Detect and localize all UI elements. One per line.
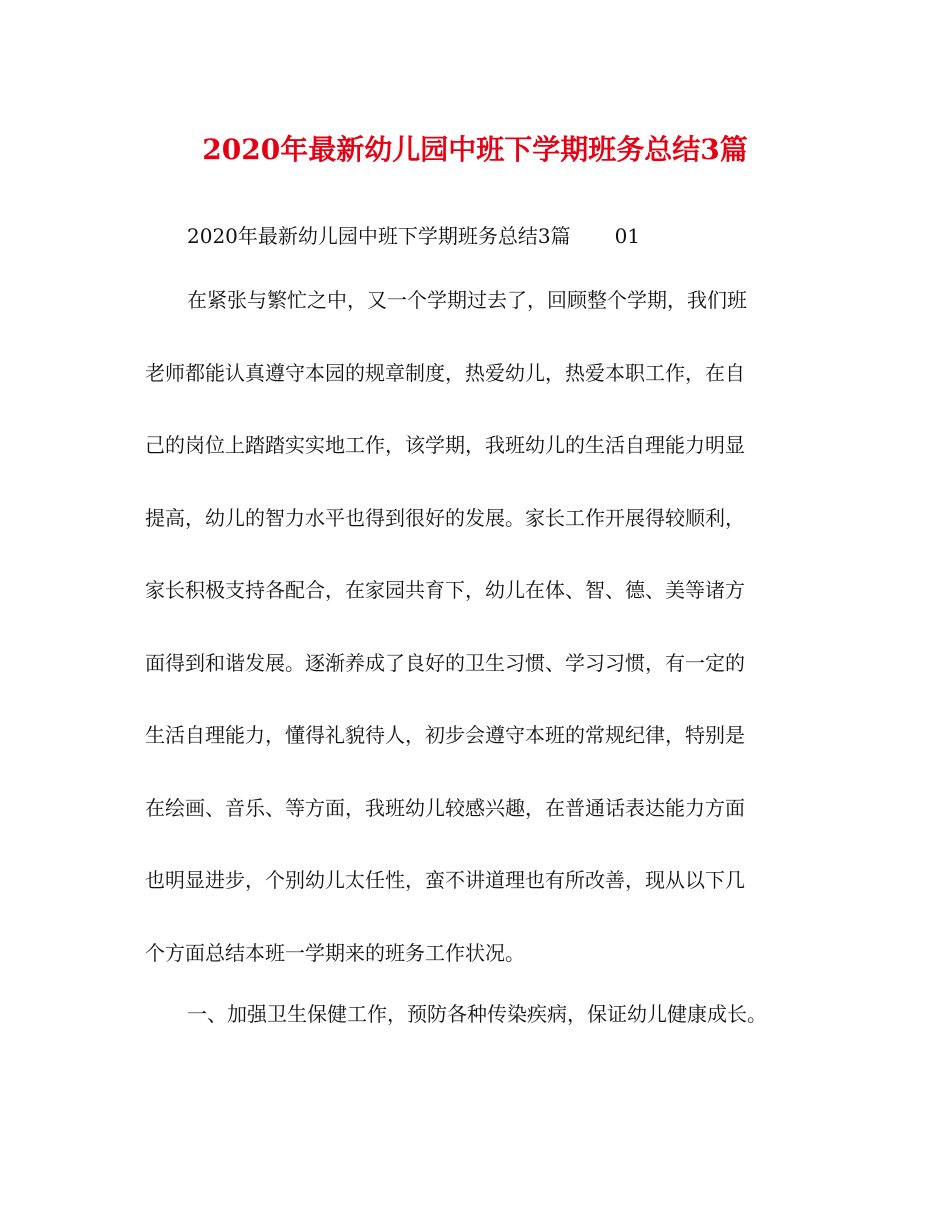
article-subheading bbox=[187, 222, 640, 250]
paragraph-line: 己的岗位上踏踏实实地工作，该学期，我班幼儿的生活自理能力明显 bbox=[145, 433, 745, 457]
paragraph-line: 面得到和谐发展。逐渐养成了良好的卫生习惯、学习习惯，有一定的 bbox=[145, 650, 745, 675]
paragraph-line: 生活自理能力，懂得礼貌待人，初步会遵守本班的常规纪律，特别是 bbox=[145, 723, 745, 747]
paragraph-line: 提高，幼儿的智力水平也得到很好的发展。家长工作开展得较顺利， bbox=[145, 505, 745, 530]
paragraph-line: 在紧张与繁忙之中，又一个学期过去了，回顾整个学期，我们班 bbox=[187, 288, 747, 312]
paragraph-line: 个方面总结本班一学期来的班务工作状况。 bbox=[145, 940, 525, 965]
subheading-text: 2020年最新幼儿园中班下学期班务总结3篇 bbox=[187, 224, 571, 248]
paragraph-line: 老师都能认真遵守本园的规章制度，热爱幼儿，热爱本职工作，在自 bbox=[145, 360, 745, 385]
subheading-number: 01 bbox=[614, 224, 641, 248]
paragraph-line: 在绘画、音乐、等方面，我班幼儿较感兴趣，在普通话表达能力方面 bbox=[145, 795, 745, 820]
intro-paragraph bbox=[145, 286, 825, 1011]
document-title: 2020年最新幼儿园中班下学期班务总结3篇 bbox=[202, 133, 748, 166]
paragraph-line: 家长积极支持各配合，在家园共育下，幼儿在体、智、德、美等诸方 bbox=[145, 578, 745, 602]
paragraph-line: 也明显进步，个别幼儿太任性，蛮不讲道理也有所改善，现从以下几 bbox=[145, 868, 745, 892]
section-heading-1: 一、加强卫生保健工作，预防各种传染疾病，保证幼儿健康成长。 bbox=[187, 1002, 767, 1026]
